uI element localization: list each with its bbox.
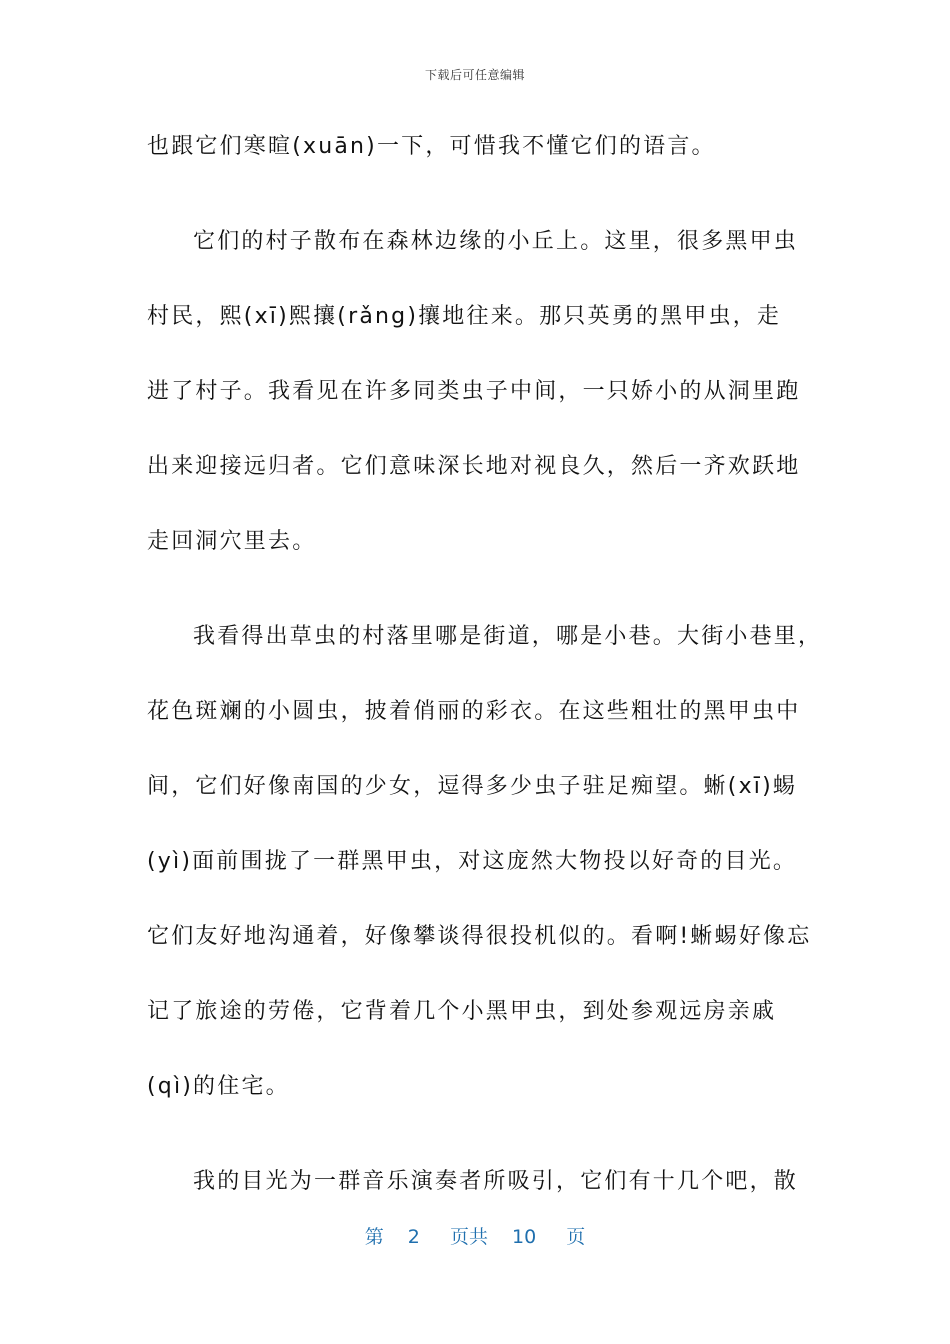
- header-note: 下载后可任意编辑: [424, 68, 525, 82]
- text-line: 走回洞穴里去。: [147, 529, 317, 554]
- text-line: 出来迎接远归者。它们意味深长地对视良久，然后一齐欢跃地: [147, 454, 801, 479]
- text-line: 进了村子。我看见在许多同类虫子中间，一只娇小的从洞里跑: [147, 379, 801, 404]
- text-line: 间，它们好像南国的少女，逗得多少虫子驻足痴望。蜥(xī)蜴: [147, 774, 798, 799]
- page-prefix: 第: [364, 1226, 384, 1248]
- text-line: 也跟它们寒暄(xuān)一下，可惜我不懂它们的语言。: [147, 134, 716, 159]
- body-text: [147, 123, 823, 1233]
- page-mid: 页共: [449, 1226, 488, 1248]
- current-page-number: 2: [407, 1226, 420, 1248]
- text-line: 记了旅途的劳倦，它背着几个小黑甲虫，到处参观远房亲戚: [147, 999, 777, 1024]
- text-line: (yì)面前围拢了一群黑甲虫，对这庞然大物投以好奇的目光。: [147, 849, 798, 874]
- text-line: 它们的村子散布在森林边缘的小丘上。这里，很多黑甲虫: [193, 229, 799, 254]
- text-line: 我的目光为一群音乐演奏者所吸引，它们有十几个吧，散: [193, 1169, 799, 1194]
- text-line: 它们友好地沟通着，好像攀谈得很投机似的。看啊!蜥蜴好像忘: [147, 924, 812, 949]
- page-number-footer: [0, 1222, 950, 1249]
- text-line: (qì)的住宅。: [147, 1074, 290, 1099]
- text-line: 花色斑斓的小圆虫，披着俏丽的彩衣。在这些粗壮的黑甲虫中: [147, 699, 801, 724]
- text-line: 我看得出草虫的村落里哪是街道，哪是小巷。大街小巷里，: [193, 624, 823, 649]
- page-suffix: 页: [566, 1226, 586, 1248]
- text-line: 村民，熙(xī)熙攘(rǎng)攘地往来。那只英勇的黑甲虫，走: [147, 304, 782, 329]
- total-pages-number: 10: [512, 1226, 537, 1248]
